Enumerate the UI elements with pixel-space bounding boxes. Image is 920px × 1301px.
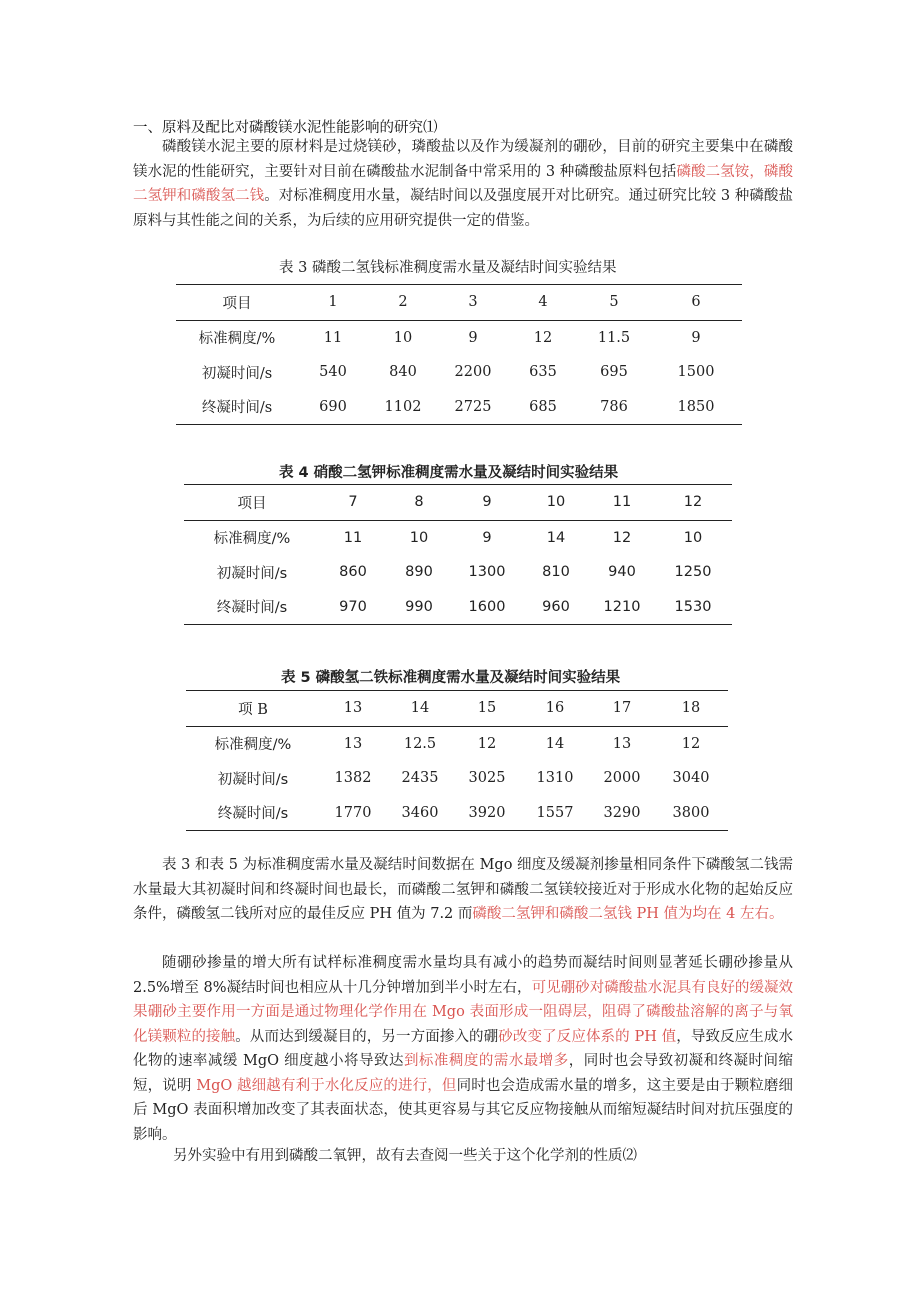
table-cell: 终凝时间/s xyxy=(176,390,298,425)
table-header-cell: 项 B xyxy=(186,691,320,727)
table-cell: 11 xyxy=(323,329,343,346)
table-row xyxy=(176,390,742,425)
table-header-cell: 8 xyxy=(386,485,452,521)
table-cell: 12 xyxy=(477,735,497,752)
table3 xyxy=(176,284,742,425)
table-cell: 9 xyxy=(468,329,478,346)
table-row xyxy=(176,285,742,321)
table4 xyxy=(184,484,732,625)
para3-text-e: 同时也会造成需水量的增多，这主要是由于颗粒磨细后 MgO 表面积增加改变了其表面状态，使其更容易与其它反应物接触从而缩短凝结时间对抗压强度的影响。 xyxy=(133,1077,794,1143)
para3-text-d: ，同时也会导致初凝和终凝时间缩短，说明 xyxy=(133,1053,794,1094)
table-header-cell: 项目 xyxy=(176,285,298,321)
table-cell: 990 xyxy=(386,590,452,625)
table-cell: 标准稠度/% xyxy=(198,331,276,348)
para3-highlight-2: 砂改变了反应体系的 PH 值 xyxy=(498,1028,677,1045)
table-header-cell: 17 xyxy=(590,691,654,727)
para2-text-a: 表 3 和表 5 为标准稠度需水量及凝结时间数据在 Mgo 细度及缓凝剂掺量相同条件下磷酸氢二钱需水量最大其初凝时间和终凝时间也最长，而磷酸二氢钾和磷酸二氢镁较接近对于形成水化物的起始反应条件，磷酸氢二钱所对应的最佳反应 PH 值为 7.2 而 xyxy=(133,857,793,922)
table-cell: 14 xyxy=(545,735,565,752)
section-heading: 一、原料及配比对磷酸镁水泥性能影响的研究⑴ xyxy=(133,120,438,136)
table-cell: 3290 xyxy=(590,796,654,831)
table-cell: 3920 xyxy=(454,796,520,831)
table-row xyxy=(184,555,732,590)
table-row xyxy=(186,796,728,831)
table-row xyxy=(186,761,728,796)
table-cell: 10 xyxy=(409,529,429,546)
table-cell: 1600 xyxy=(452,590,522,625)
intro-text-b: 。对标准稠度用水量，凝结时间以及强度展开对比研究。通过研究比较 3 种磷酸盐原料与其性能之间的关系，为后续的应用研究提供一定的借鉴。 xyxy=(133,188,793,229)
table-row xyxy=(186,691,728,727)
table-header-cell: 7 xyxy=(320,485,386,521)
intro-text-a: 磷酸镁水泥主要的原材料是过烧镁砂，璘酸盐以及作为缓凝剂的硼砂，目前的研究主要集中在磷酸镁水泥的性能研究，主要针对目前在磷酸盐水泥制备中常采用的 3 种磷酸盐原料包括 xyxy=(133,139,793,180)
table-header-cell: 16 xyxy=(520,691,590,727)
table-cell: 635 xyxy=(529,364,557,381)
table-row xyxy=(184,590,732,625)
table-cell: 14 xyxy=(546,529,566,546)
table-header-cell: 9 xyxy=(452,485,522,521)
table-row xyxy=(186,726,728,761)
table-cell: 初凝时间/s xyxy=(217,771,289,788)
table-cell: 13 xyxy=(343,735,363,752)
table3-caption: 表 3 磷酸二氢钱标准稠度需水量及凝结时间实验结果 xyxy=(279,260,617,276)
table-cell: 标准稠度/% xyxy=(213,531,291,548)
table-cell: 2435 xyxy=(401,770,439,787)
table-cell: 13 xyxy=(612,735,632,752)
table-cell: 1210 xyxy=(590,590,654,625)
table-cell: 1770 xyxy=(320,796,386,831)
para3-highlight-3: 到标准稠度的需水最增多 xyxy=(403,1053,569,1069)
table-cell: 840 xyxy=(389,364,417,381)
table-cell: 1500 xyxy=(677,364,715,381)
para3-text-a: 随硼砂掺量的增大所有试样标准稠度需水量均具有减小的趋势而凝结时间则显著延长硼砂掺量从 2.5%增至 8%凝结时间也相应从十几分钟增加到半小时左右， xyxy=(133,955,793,996)
table-cell: 12 xyxy=(612,529,632,546)
table-cell: 10 xyxy=(683,529,703,546)
table-cell: 1557 xyxy=(520,796,590,831)
table-row xyxy=(184,485,732,521)
intro-highlight: 磷酸二氢铵，磷酸二氢钾和磷酸氢二钱 xyxy=(133,163,793,204)
table-cell: 786 xyxy=(578,390,650,425)
table-row xyxy=(184,520,732,555)
table-header-cell: 11 xyxy=(590,485,654,521)
table-cell: 11.5 xyxy=(597,329,631,346)
table-cell: 初凝时间/s xyxy=(201,365,273,382)
table-cell: 11 xyxy=(343,529,363,546)
analysis-paragraph-2 xyxy=(133,951,793,1147)
table4-caption: 表 4 硝酸二氢钾标准稠度需水量及凝结时间实验结果 xyxy=(279,465,619,481)
table-header-cell: 15 xyxy=(454,691,520,727)
table-cell: 9 xyxy=(482,529,492,546)
table-cell: 12 xyxy=(681,735,701,752)
table-cell: 1382 xyxy=(334,770,372,787)
table-cell: 2000 xyxy=(603,770,641,787)
table-cell: 标准稠度/% xyxy=(214,737,292,754)
table-header-cell: 5 xyxy=(578,285,650,321)
table-cell: 1250 xyxy=(674,564,712,581)
table-cell: 1850 xyxy=(650,390,742,425)
table-cell: 685 xyxy=(508,390,578,425)
table-row xyxy=(176,320,742,355)
table-cell: 2200 xyxy=(454,364,492,381)
table-header-cell: 12 xyxy=(654,485,732,521)
table-cell: 860 xyxy=(339,564,367,581)
table-cell: 12 xyxy=(533,329,553,346)
table-cell: 3800 xyxy=(654,796,728,831)
table-header-cell: 1 xyxy=(298,285,368,321)
table-cell: 3025 xyxy=(468,770,506,787)
table5-caption: 表 5 磷酸氢二铁标准稠度需水量及凝结时间实验结果 xyxy=(281,670,621,686)
table-cell: 3460 xyxy=(386,796,454,831)
table-cell: 810 xyxy=(542,564,570,581)
para3-text-b: 。从而达到缓凝目的，另一方面掺入的硼 xyxy=(235,1028,499,1045)
table-cell: 9 xyxy=(691,329,701,346)
intro-paragraph xyxy=(133,135,793,233)
table-header-cell: 18 xyxy=(654,691,728,727)
table-cell: 890 xyxy=(405,564,433,581)
table-header-cell: 13 xyxy=(320,691,386,727)
table-header-cell: 6 xyxy=(650,285,742,321)
table-header-cell: 14 xyxy=(386,691,454,727)
table-cell: 终凝时间/s xyxy=(184,590,320,625)
table5 xyxy=(186,690,728,831)
table-header-cell: 3 xyxy=(438,285,508,321)
table-cell: 1310 xyxy=(536,770,574,787)
table-cell: 初凝时间/s xyxy=(216,565,288,582)
table-cell: 12.5 xyxy=(403,735,437,752)
table-cell: 695 xyxy=(600,364,628,381)
table-cell: 690 xyxy=(298,390,368,425)
table-cell: 1300 xyxy=(468,564,506,581)
table-cell: 3040 xyxy=(672,770,710,787)
table-header-cell: 4 xyxy=(508,285,578,321)
table-header-cell: 2 xyxy=(368,285,438,321)
closing-paragraph: 另外实验中有用到磷酸二氧钾，故有去查阅一些关于这个化学剂的性质⑵ xyxy=(173,1148,637,1164)
para3-highlight-1: 可见硼砂对磷酸盐水泥具有良好的缓凝效果硼砂主要作用一方面是通过物理化学作用在 Mgo 表面形成一阻碍层，阻碍了磷酸盐溶解的离子与氧化镁颗粒的接触 xyxy=(133,979,794,1045)
table-header-cell: 10 xyxy=(522,485,590,521)
table-cell: 970 xyxy=(320,590,386,625)
table-cell: 1102 xyxy=(368,390,438,425)
para2-highlight: 磷酸二氢钾和磷酸二氢钱 PH 值为均在 4 左右。 xyxy=(472,906,784,922)
table-row xyxy=(176,355,742,390)
para3-text-c: ，导致反应生成水化物的速率减缓 MgO 细度越小将导致达 xyxy=(133,1028,794,1069)
para3-highlight-4: MgO 越细越有利于水化反应的进行，但 xyxy=(196,1077,457,1094)
table-cell: 1530 xyxy=(654,590,732,625)
table-cell: 940 xyxy=(608,564,636,581)
analysis-paragraph-1 xyxy=(133,853,793,927)
table-cell: 2725 xyxy=(438,390,508,425)
table-header-cell: 项目 xyxy=(184,485,320,521)
table-cell: 960 xyxy=(522,590,590,625)
table-cell: 终凝时间/s xyxy=(186,796,320,831)
table-cell: 10 xyxy=(393,329,413,346)
table-cell: 540 xyxy=(319,364,347,381)
